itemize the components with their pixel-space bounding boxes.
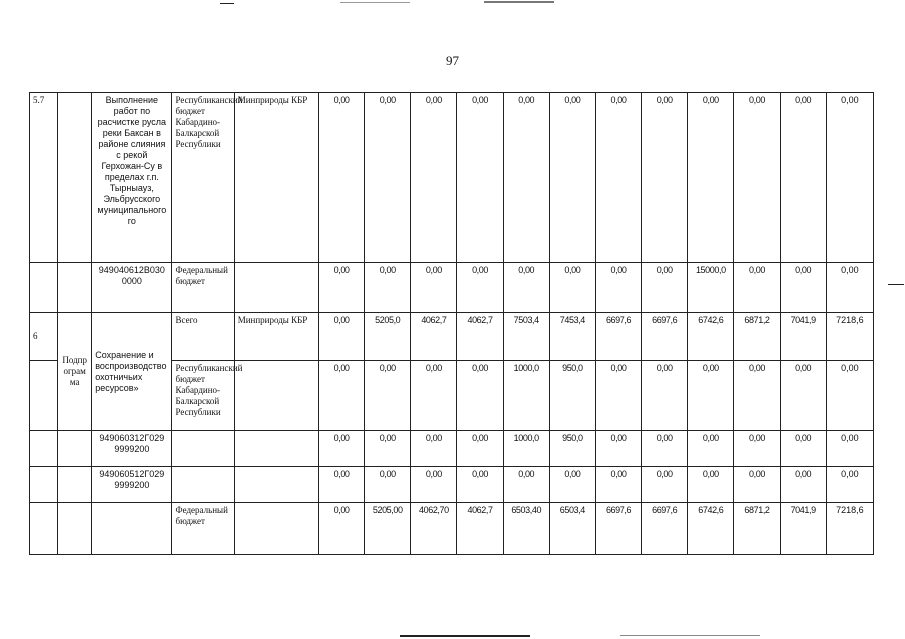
value-cell: 1000,0 [503, 361, 549, 431]
value-cell: 0,00 [319, 313, 365, 361]
value-cell: 4062,7 [457, 503, 503, 555]
total-cell: 7218,6 [826, 313, 873, 361]
executor [234, 503, 318, 555]
value-cell: 0,00 [780, 467, 826, 503]
value-cell: 0,00 [319, 361, 365, 431]
value-cell: 0,00 [411, 467, 457, 503]
value-cell: 15000,0 [688, 263, 734, 313]
value-cell: 0,00 [780, 93, 826, 263]
value-cell: 4062,70 [411, 503, 457, 555]
subprogram-label: Подпрограмма [58, 313, 92, 431]
value-cell: 0,00 [319, 431, 365, 467]
table-row [30, 431, 874, 467]
value-cell: 0,00 [595, 467, 641, 503]
funding-source [172, 467, 234, 503]
value-cell: 6503,40 [503, 503, 549, 555]
subprogram-cell [58, 503, 92, 555]
value-cell: 0,00 [734, 467, 780, 503]
row-number [30, 263, 58, 313]
value-cell: 0,00 [319, 93, 365, 263]
value-cell: 7453,4 [549, 313, 595, 361]
value-cell: 0,00 [457, 361, 503, 431]
value-cell: 0,00 [642, 361, 688, 431]
budget-code [92, 503, 172, 555]
table-row [30, 263, 874, 313]
funding-source: Федеральный бюджет [172, 263, 234, 313]
value-cell: 0,00 [319, 467, 365, 503]
value-cell: 0,00 [457, 467, 503, 503]
value-cell: 0,00 [734, 93, 780, 263]
value-cell: 6742,6 [688, 503, 734, 555]
subprogram-cell [58, 93, 92, 263]
funding-source [172, 431, 234, 467]
value-cell: 0,00 [411, 361, 457, 431]
row-number: 5.7 [30, 93, 58, 263]
value-cell: 6742,6 [688, 313, 734, 361]
value-cell: 0,00 [642, 263, 688, 313]
value-cell: 6697,6 [595, 503, 641, 555]
value-cell: 0,00 [734, 263, 780, 313]
total-cell: 0,00 [826, 263, 873, 313]
value-cell: 0,00 [457, 263, 503, 313]
subprogram-cell [58, 467, 92, 503]
row-number [30, 503, 58, 555]
funding-source: Республиканский бюджет Кабардино-Балкарской Республики [172, 361, 234, 431]
table-row [30, 503, 874, 555]
scan-mark-bottom [620, 635, 760, 636]
value-cell: 5205,00 [365, 503, 411, 555]
value-cell: 0,00 [365, 263, 411, 313]
value-cell: 7503,4 [503, 313, 549, 361]
value-cell: 0,00 [411, 431, 457, 467]
value-cell: 0,00 [688, 93, 734, 263]
total-cell: 7218,6 [826, 503, 873, 555]
value-cell: 6503,4 [549, 503, 595, 555]
value-cell: 6697,6 [642, 313, 688, 361]
value-cell: 0,00 [503, 263, 549, 313]
value-cell: 0,00 [688, 431, 734, 467]
value-cell: 0,00 [780, 361, 826, 431]
budget-code: 949040612B030 0000 [92, 263, 172, 313]
budget-table [29, 92, 874, 555]
value-cell: 0,00 [549, 263, 595, 313]
table-row [30, 313, 874, 361]
executor [234, 361, 318, 431]
page-number: 97 [446, 53, 459, 68]
value-cell: 0,00 [457, 93, 503, 263]
value-cell: 0,00 [688, 467, 734, 503]
value-cell: 0,00 [365, 361, 411, 431]
subprogram-cell [58, 431, 92, 467]
value-cell: 1000,0 [503, 431, 549, 467]
value-cell: 0,00 [642, 93, 688, 263]
budget-code: 949060512Г029 9999200 [92, 467, 172, 503]
subprogram-title: Сохранение и воспроизводство охотничьих ресурсов» [92, 313, 172, 431]
row-number [30, 431, 58, 467]
value-cell: 0,00 [319, 263, 365, 313]
value-cell: 0,00 [411, 263, 457, 313]
funding-source: Федеральный бюджет [172, 503, 234, 555]
table-row [30, 467, 874, 503]
executor: Минприроды КБР [234, 313, 318, 361]
value-cell: 7041,9 [780, 313, 826, 361]
scan-mark-top [340, 2, 410, 3]
value-cell: 0,00 [642, 467, 688, 503]
executor [234, 431, 318, 467]
value-cell: 0,00 [734, 431, 780, 467]
value-cell: 0,00 [642, 431, 688, 467]
scan-mark-top [220, 3, 234, 4]
value-cell: 0,00 [503, 467, 549, 503]
funding-source: Всего [172, 313, 234, 361]
value-cell: 4062,7 [457, 313, 503, 361]
value-cell: 6697,6 [595, 313, 641, 361]
total-cell: 0,00 [826, 431, 873, 467]
table-row [30, 93, 874, 263]
row-number: 6 [30, 313, 58, 361]
funding-source: Республиканский бюджет Кабардино-Балкарской Республики [172, 93, 234, 263]
value-cell: 0,00 [780, 431, 826, 467]
value-cell: 0,00 [503, 93, 549, 263]
value-cell: 0,00 [595, 361, 641, 431]
value-cell: 950,0 [549, 431, 595, 467]
value-cell: 0,00 [411, 93, 457, 263]
scan-mark-right [888, 284, 904, 285]
value-cell: 0,00 [688, 361, 734, 431]
value-cell: 0,00 [319, 503, 365, 555]
total-cell: 0,00 [826, 467, 873, 503]
value-cell: 7041,9 [780, 503, 826, 555]
row-number [30, 361, 58, 431]
value-cell: 0,00 [595, 263, 641, 313]
value-cell: 6871,2 [734, 503, 780, 555]
executor [234, 263, 318, 313]
value-cell: 0,00 [595, 431, 641, 467]
value-cell: 0,00 [734, 361, 780, 431]
budget-code: 949060312Г029 9999200 [92, 431, 172, 467]
value-cell: 4062,7 [411, 313, 457, 361]
value-cell: 0,00 [457, 431, 503, 467]
measure-description: Выполнение работ по расчистке русла реки Баксан в районе слияния с рекой Герхожан-Су в пределах г.п. Тырныауз, Эльбрусского муниципального го [92, 93, 172, 263]
scan-mark-bottom [400, 635, 530, 637]
value-cell: 0,00 [549, 467, 595, 503]
value-cell: 0,00 [549, 93, 595, 263]
value-cell: 0,00 [365, 93, 411, 263]
total-cell: 0,00 [826, 93, 873, 263]
value-cell: 6697,6 [642, 503, 688, 555]
value-cell: 950,0 [549, 361, 595, 431]
value-cell: 0,00 [365, 467, 411, 503]
value-cell: 0,00 [365, 431, 411, 467]
value-cell: 0,00 [780, 263, 826, 313]
scan-mark-top [484, 1, 554, 3]
value-cell: 0,00 [595, 93, 641, 263]
total-cell: 0,00 [826, 361, 873, 431]
executor [234, 467, 318, 503]
value-cell: 5205,0 [365, 313, 411, 361]
executor: Минприроды КБР [234, 93, 318, 263]
subprogram-cell [58, 263, 92, 313]
row-number [30, 467, 58, 503]
value-cell: 6871,2 [734, 313, 780, 361]
